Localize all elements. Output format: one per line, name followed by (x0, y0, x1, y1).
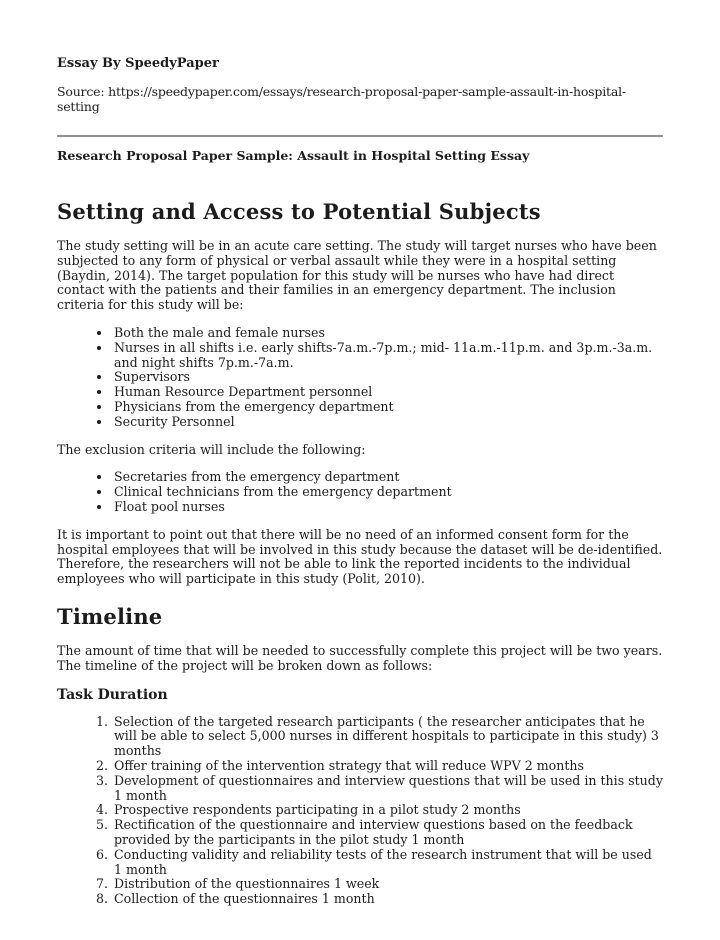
list-item: • Nurses in all shifts i.e. early shifts-7a.m.-7p.m.; mid- 11a.m.-11p.m. and 3p.m.-3a.m. and night shifts 7p.m.-7a.m. (112, 341, 663, 371)
setting-section-heading: Setting and Access to Potential Subjects (57, 199, 541, 224)
list-item: • Both the male and female nurses (112, 326, 663, 341)
consent-note-paragraph: It is important to point out that there will be no need of an informed consent form for the hospital employees that will be involved in this study because the dataset will be de-identified. Therefore, the researchers will not be able to link the reported incidents to the individual employees who will participate in this study (Polit, 2010). (57, 526, 663, 587)
inclusion-criteria-list (57, 326, 663, 430)
source-url-line: Source: https://speedypaper.com/essays/research-proposal-paper-sample-assault-in-hospital-setting (57, 84, 626, 114)
list-item: • Physicians from the emergency department (112, 400, 663, 415)
list-item: 6. Conducting validity and reliability tests of the research instrument that will be used 1 month (112, 848, 663, 878)
task-duration-list (57, 715, 663, 907)
timeline-section-heading: Timeline (57, 603, 163, 629)
list-item: • Clinical technicians from the emergency department (112, 485, 663, 500)
list-item: 3. Development of questionnaires and interview questions that will be used in this study 1 month (112, 774, 663, 804)
list-item: 2. Offer training of the intervention strategy that will reduce WPV 2 months (112, 759, 663, 774)
list-item: • Supervisors (112, 370, 663, 385)
setting-intro-paragraph: The study setting will be in an acute care setting. The study will target nurses who have been subjected to any form of physical or verbal assault while they were in a hospital setting (Baydin, 2014). The target population for this study will be nurses who have had direct contact with the patients and their families in an emergency department. The inclusion criteria for this study will be: (57, 238, 657, 313)
list-item: 8. Collection of the questionnaires 1 month (112, 892, 663, 907)
document-title: Research Proposal Paper Sample: Assault in Hospital Setting Essay (57, 148, 530, 163)
list-item: • Security Personnel (112, 415, 663, 430)
list-item: • Secretaries from the emergency department (112, 470, 663, 485)
list-item: • Human Resource Department personnel (112, 385, 663, 400)
divider-rule (57, 135, 663, 137)
list-item: 7. Distribution of the questionnaires 1 week (112, 877, 663, 892)
exclusion-intro-paragraph: The exclusion criteria will include the following: (57, 441, 366, 457)
list-item: 4. Prospective respondents participating in a pilot study 2 months (112, 803, 663, 818)
task-duration-subheading: Task Duration (57, 686, 168, 703)
essay-byline: Essay By SpeedyPaper (57, 56, 219, 71)
timeline-intro-paragraph: The amount of time that will be needed to successfully complete this project will be two years. The timeline of the project will be broken down as follows: (57, 642, 663, 673)
exclusion-criteria-list (57, 470, 663, 514)
list-item: 1. Selection of the targeted research participants ( the researcher anticipates that he will be able to select 5,000 nurses in different hospitals to participate in this study) 3 months (112, 715, 663, 759)
list-item: 5. Rectification of the questionnaire and interview questions based on the feedback provided by the participants in the pilot study 1 month (112, 818, 663, 848)
list-item: • Float pool nurses (112, 500, 663, 515)
